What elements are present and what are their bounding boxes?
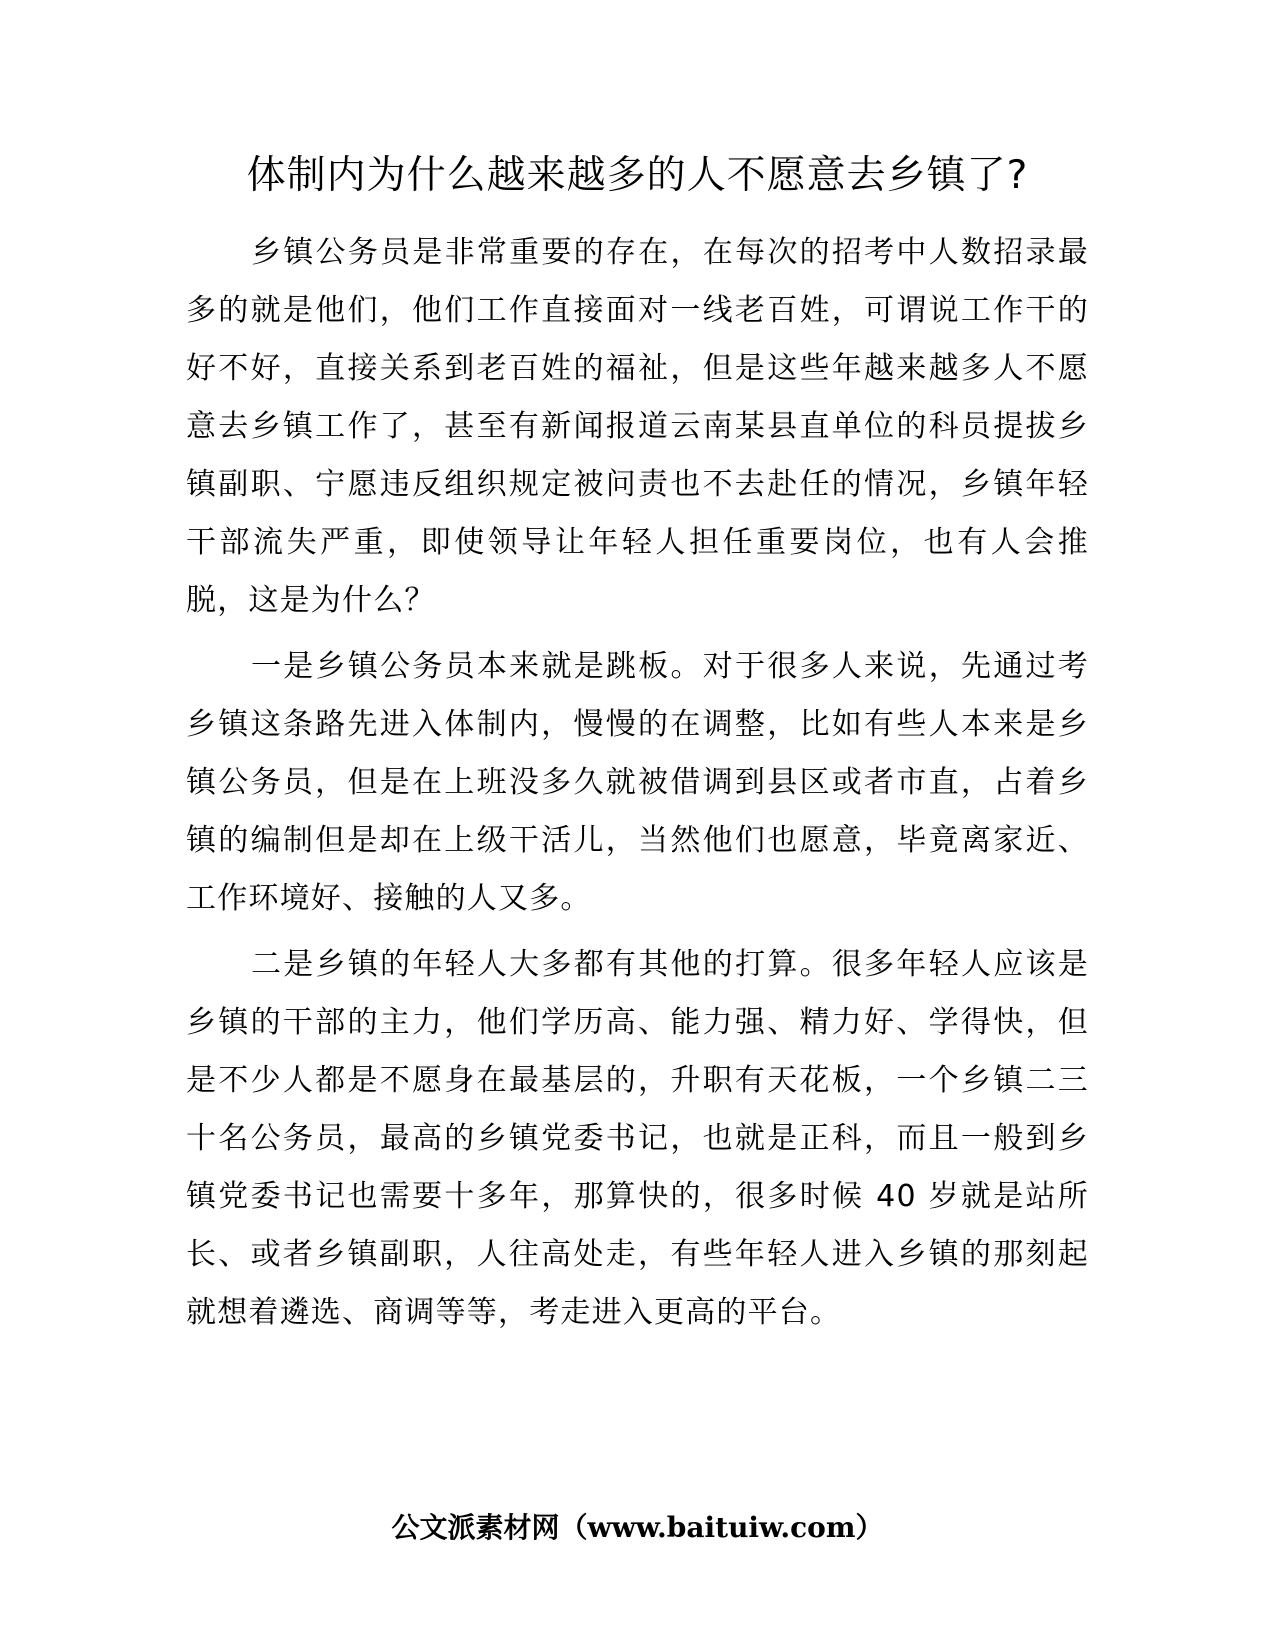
footer-source: 公文派素材网（www.baituiw.com） — [391, 1511, 884, 1544]
document-title: 体制内为什么越来越多的人不愿意去乡镇了? — [246, 153, 1029, 198]
paragraph-point-two: 二是乡镇的年轻人大多都有其他的打算。很多年轻人应该是乡镇的干部的主力，他们学历高、能力强、精力好、学得快，但是不少人都是不愿身在最基层的，升职有天花板，一个乡镇二三十名公务员，最高的乡镇党委书记，也就是正科，而且一般到乡镇党委书记也需要十多年，那算快的，很多时候 40 岁就是站所长、或者乡镇副职，人往高处走，有些年轻人进入乡镇的那刻起就想着遴选、商调等等，考走进入更高的平台。 — [186, 947, 1089, 1330]
paragraph-intro: 乡镇公务员是非常重要的存在，在每次的招考中人数招录最多的就是他们，他们工作直接面对一线老百姓，可谓说工作干的好不好，直接关系到老百姓的福祉，但是这些年越来越多人不愿意去乡镇工作了，甚至有新闻报道云南某县直单位的科员提拔乡镇副职、宁愿违反组织规定被问责也不去赴任的情况，乡镇年轻干部流失严重，即使领导让年轻人担任重要岗位，也有人会推脱，这是为什么？ — [186, 235, 1089, 618]
document-body — [186, 224, 1089, 1350]
paragraph-point-one: 一是乡镇公务员本来就是跳板。对于很多人来说，先通过考乡镇这条路先进入体制内，慢慢的在调整，比如有些人本来是乡镇公务员，但是在上班没多久就被借调到县区或者市直，占着乡镇的编制但是却在上级干活儿，当然他们也愿意，毕竟离家近、工作环境好、接触的人又多。 — [186, 649, 1089, 916]
